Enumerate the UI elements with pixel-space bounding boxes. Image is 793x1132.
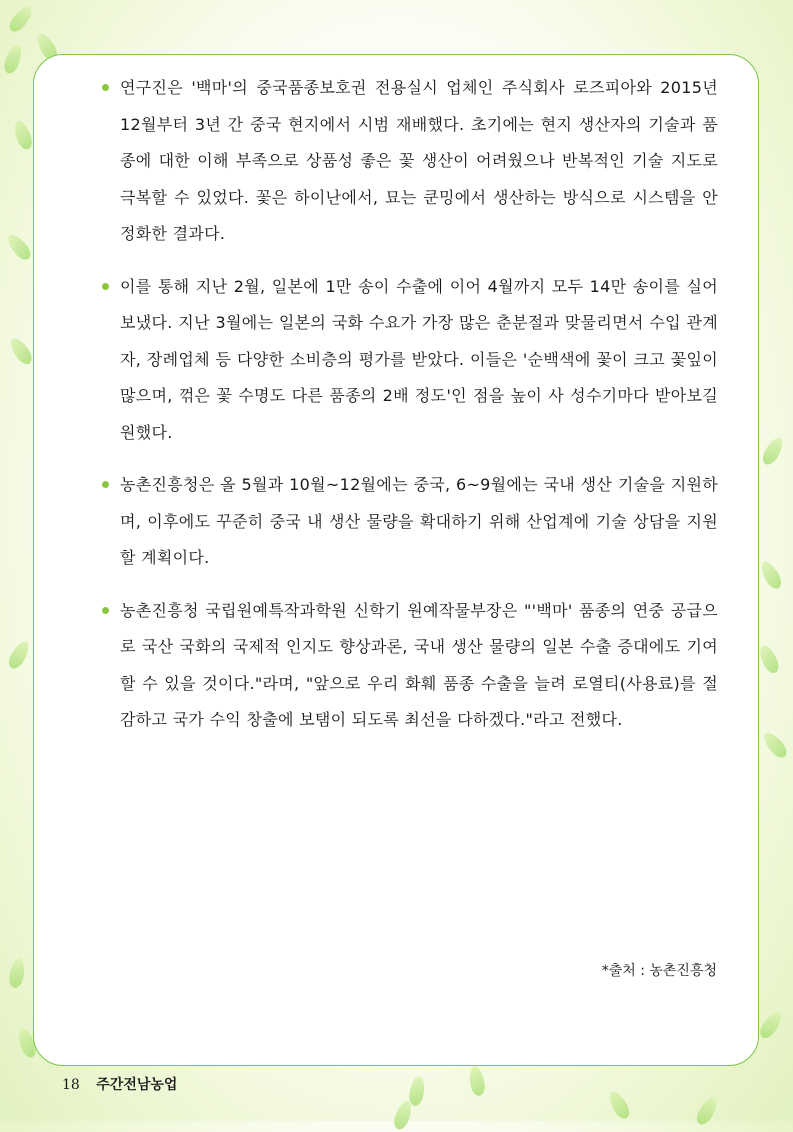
leaf-decoration [760,729,790,761]
bullet-dot-icon [102,607,109,614]
leaf-decoration [468,1065,487,1097]
paragraph-text: 연구진은 '백마'의 중국품종보호권 전용실시 업체인 주식회사 로즈피아와 2015년 12월부터 3년 간 중국 현지에서 시범 재배했다. 초기에는 현지 생산자의 기술과 품종에 대한 이해 부족으로 상품성 좋은 꽃 생산이 어려웠으나 반복적인 기술 지도로 극복할 수 있었다. 꽃은 하이난에서, 묘는 쿤밍에서 생산하는 방식으로 시스템을 안정화한 결과다. [120,78,718,243]
publication-name: 주간전남농업 [96,1077,178,1093]
leaf-decoration [756,642,781,675]
source-note: *출처 : 농촌진흥청 [601,963,717,979]
article-body [98,70,718,755]
leaf-decoration [759,435,786,468]
page-footer [62,1074,177,1094]
paragraph-text: 농촌진흥청은 올 5월과 10월~12월에는 중국, 6~9월에는 국내 생산 기술을 지원하며, 이후에도 꾸준히 중국 내 생산 물량을 확대하기 위해 산업계에 기술 상담을 지원할 계획이다. [120,475,718,567]
leaf-decoration [6,3,36,35]
leaf-decoration [693,1095,720,1128]
paragraph-text: 농촌진흥청 국립원예특작과학원 신학기 원예작물부장은 "'백마' 품종의 연중 공급으로 국산 국화의 국제적 인지도 향상과론, 국내 생산 물량의 일본 수출 증대에도 기여할 수 있을 것이다."라며, "앞으로 우리 화훼 품종 수출을 늘려 로열티(사용료)를 절감하고 국가 수익 창출에 보탬이 되도록 최선을 다하겠다."라고 전했다. [120,600,718,729]
bullet-dot-icon [102,84,109,91]
leaf-decoration [757,1009,786,1042]
leaf-decoration [8,957,27,989]
leaf-decoration [757,559,784,592]
paragraph-text: 이를 통해 지난 2월, 일본에 1만 송이 수출에 이어 4월까지 모두 14만 송이를 실어 보냈다. 지난 3월에는 일본의 국화 수요가 가장 많은 춘분절과 맞물리면서 수입 관계자, 장례업체 등 다양한 소비층의 평가를 받았다. 이들은 '순백색에 꽃이 크고 꽃잎이 많으며, 꺾은 꽃 수명도 다른 품종의 2배 정도'인 점을 높이 사 성수기마다 받아보길 원했다. [120,276,718,442]
bullet-dot-icon [102,283,109,290]
leaf-decoration [5,639,32,672]
page-number: 18 [62,1077,80,1093]
paragraph [98,467,718,577]
leaf-decoration [605,1089,632,1122]
paragraph [98,593,718,739]
leaf-decoration [1,43,24,76]
leaf-decoration [7,335,36,368]
paragraph [98,269,718,452]
bullet-dot-icon [102,481,109,488]
paragraph [98,70,718,253]
leaf-decoration [11,119,34,152]
leaf-decoration [4,231,34,263]
